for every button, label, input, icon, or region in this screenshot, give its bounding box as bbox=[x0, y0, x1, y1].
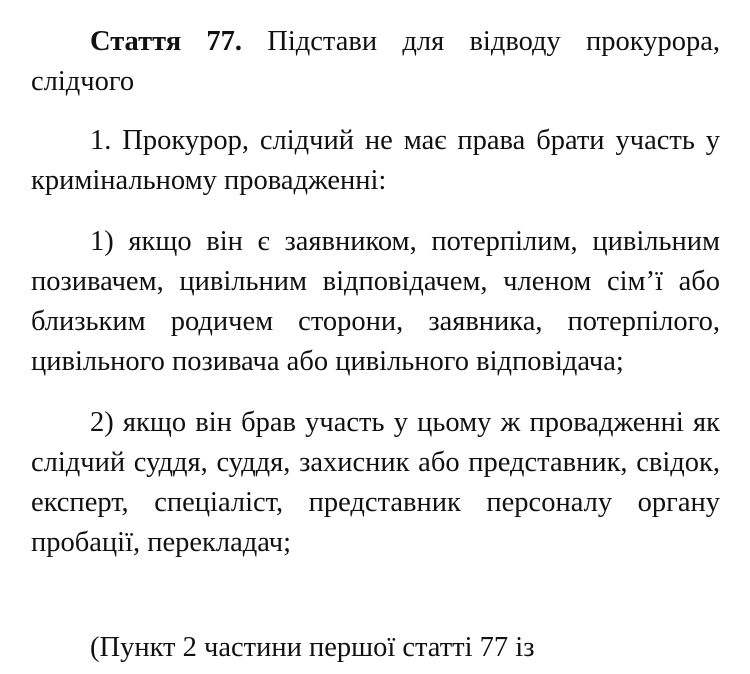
document-page bbox=[31, 22, 720, 583]
list-item-1: 1) якщо він є заявником, потерпілим, цивільним позивачем, цивільним відповідачем, членом сім’ї або близьким родичем сторони, заявника, потерпілого, цивільного позивача або цивільного відповідача; bbox=[31, 226, 720, 377]
article-heading bbox=[31, 22, 720, 102]
article-title: Підстави для відводу прокурора, слідчого bbox=[31, 26, 720, 97]
paragraph-1: 1. Прокурор, слідчий не має права брати участь у кримінальному провадженні: bbox=[31, 125, 720, 196]
list-item-2: 2) якщо він брав участь у цьому ж провадженні як слідчий суддя, суддя, захисник або представник, свідок, експерт, спеціаліст, представник персоналу органу пробації, перекладач; bbox=[31, 407, 720, 558]
cut-off-line bbox=[0, 628, 689, 674]
partial-amendment-note: (Пункт 2 частини першої статті 77 із bbox=[90, 632, 535, 663]
article-number: Стаття 77. bbox=[90, 26, 242, 57]
